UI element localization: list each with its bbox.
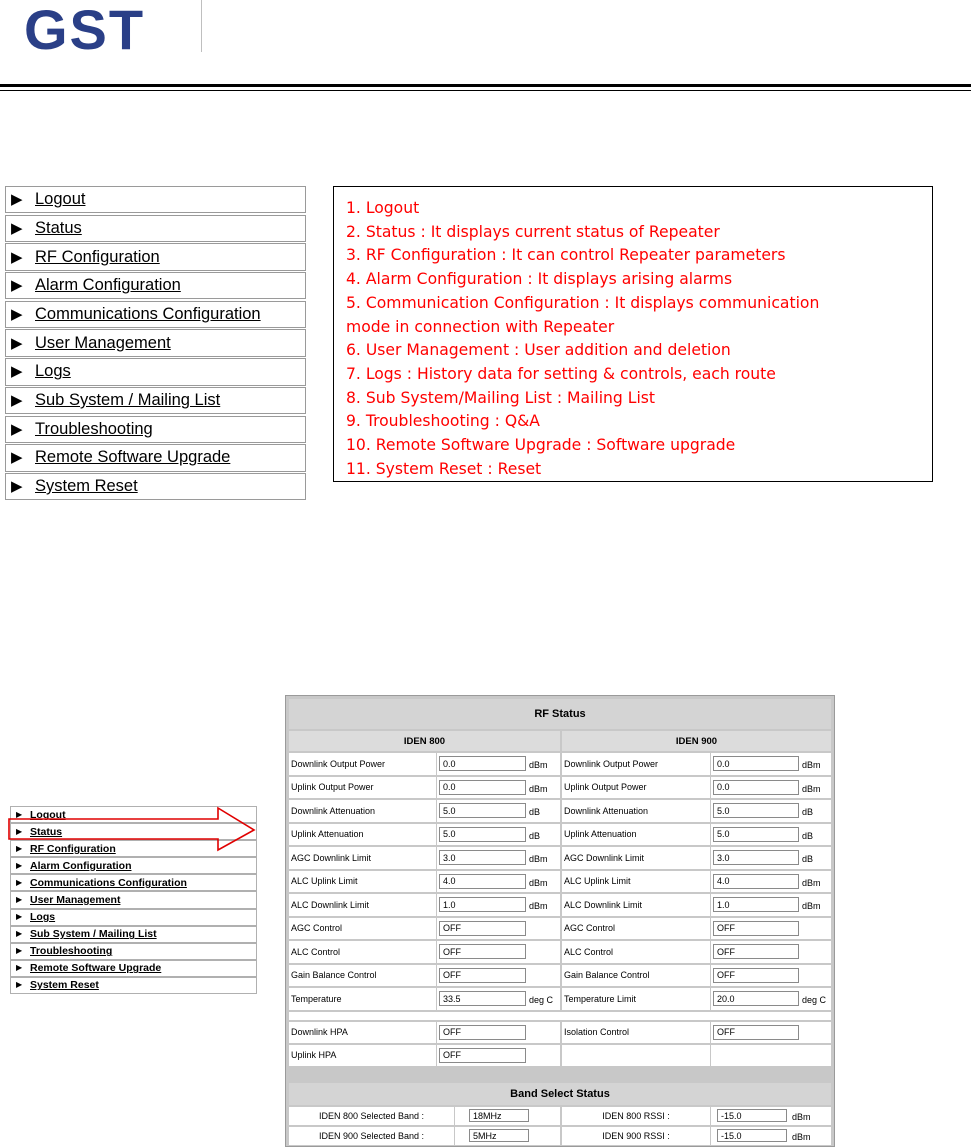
param-unit-left: dBm (529, 854, 548, 864)
param-value-input-right[interactable]: 4.0 (713, 874, 799, 889)
param-name-left: Gain Balance Control (289, 965, 436, 987)
description-line: 11. System Reset : Reset (346, 459, 542, 478)
small-menu-item-label[interactable]: Troubleshooting (30, 945, 113, 958)
hpa-value-cell-right (711, 1045, 831, 1066)
small-menu-item-label[interactable]: Communications Configuration (30, 876, 187, 889)
param-name-right: ALC Control (562, 941, 710, 963)
param-value-input-left[interactable]: 0.0 (439, 756, 526, 771)
param-unit-right: dB (802, 830, 814, 841)
menu-item-label[interactable]: Logs (35, 362, 71, 381)
band-unit-right: dBm (792, 1112, 811, 1122)
menu-item-system-reset[interactable] (5, 473, 306, 500)
param-name-left: AGC Downlink Limit (289, 847, 436, 869)
small-menu-item-communications-configuration[interactable] (10, 874, 257, 891)
small-menu-item-label[interactable]: Status (30, 825, 63, 838)
param-unit-left: dBm (529, 901, 548, 911)
small-menu-item-alarm-configuration[interactable] (10, 857, 257, 874)
param-name-left: AGC Control (289, 918, 436, 940)
header-rule-thin (0, 90, 971, 91)
spacer-row (289, 1012, 831, 1020)
play-arrow-icon (11, 336, 25, 351)
play-arrow-icon (11, 364, 25, 379)
hpa-value-input-left[interactable]: OFF (439, 1025, 526, 1040)
param-value-input-right[interactable]: OFF (713, 921, 799, 936)
play-arrow-icon (16, 981, 24, 989)
param-name-left: ALC Uplink Limit (289, 871, 436, 893)
param-value-input-left[interactable]: OFF (439, 921, 526, 936)
param-unit-right: dBm (802, 783, 821, 794)
band-value-input-right[interactable]: -15.0 (717, 1129, 787, 1142)
description-line: 4. Alarm Configuration : It displays arising alarms (346, 270, 733, 289)
hpa-name-right: Isolation Control (562, 1022, 710, 1043)
hpa-name-left: Downlink HPA (289, 1022, 436, 1043)
menu-item-label[interactable]: Status (35, 218, 82, 237)
param-name-left: Temperature (289, 988, 436, 1010)
menu-item-logs[interactable] (5, 358, 306, 385)
play-arrow-icon (11, 393, 25, 408)
param-value-input-right[interactable]: OFF (713, 944, 799, 959)
logo-divider (201, 0, 202, 52)
param-name-right: Uplink Output Power (562, 777, 710, 799)
small-menu-item-sub-system-mailing-list[interactable] (10, 926, 257, 943)
play-arrow-icon (16, 862, 24, 870)
param-value-input-left[interactable]: OFF (439, 968, 526, 983)
menu-item-sub-system-mailing-list[interactable] (5, 387, 306, 414)
menu-item-label[interactable]: Troubleshooting (35, 419, 153, 438)
small-menu-item-label[interactable]: System Reset (30, 979, 99, 992)
param-name-left: ALC Control (289, 941, 436, 963)
menu-item-label[interactable]: Logout (35, 190, 86, 209)
rf-status-panel (285, 695, 835, 1147)
menu-item-label[interactable]: Communications Configuration (35, 304, 261, 323)
param-name-right: AGC Downlink Limit (562, 847, 710, 869)
param-name-right: Uplink Attenuation (562, 824, 710, 846)
param-name-right: ALC Downlink Limit (562, 894, 710, 916)
menu-item-label[interactable]: RF Configuration (35, 247, 160, 266)
hpa-value-input-right[interactable]: OFF (713, 1025, 799, 1040)
play-arrow-icon (11, 192, 25, 207)
param-unit-right: dBm (802, 877, 821, 888)
small-menu-item-label[interactable]: Remote Software Upgrade (30, 962, 162, 975)
description-line: 8. Sub System/Mailing List : Mailing List (346, 388, 656, 407)
param-value-input-right[interactable]: 0.0 (713, 756, 799, 771)
description-line: mode in connection with Repeater (346, 317, 615, 336)
logo-text: GST (24, 4, 146, 54)
param-name-right: Downlink Output Power (562, 753, 710, 775)
param-value-input-right[interactable]: 20.0 (713, 991, 799, 1006)
param-unit-right: deg C (802, 995, 827, 1005)
band-select-title: Band Select Status (289, 1083, 831, 1105)
play-arrow-icon (11, 450, 25, 465)
small-menu-item-label[interactable]: Logout (30, 808, 66, 821)
gst-logo (22, 4, 198, 54)
small-menu-item-label[interactable]: User Management (30, 894, 121, 907)
description-line: 6. User Management : User addition and deletion (346, 341, 731, 360)
param-unit-left: dBm (529, 783, 548, 794)
param-name-left: Downlink Attenuation (289, 800, 436, 822)
param-value-input-left[interactable]: 5.0 (439, 827, 526, 842)
param-unit-left: dB (529, 807, 541, 817)
small-menu-item-label[interactable]: Sub System / Mailing List (30, 928, 157, 941)
col-header-iden800: IDEN 800 (289, 731, 560, 751)
menu-description-box (333, 186, 933, 482)
play-arrow-icon (16, 896, 24, 904)
play-arrow-icon (11, 422, 25, 437)
rf-status-title: RF Status (289, 699, 831, 729)
param-value-input-right[interactable]: 5.0 (713, 803, 799, 818)
param-name-left: Uplink Attenuation (289, 824, 436, 846)
band-name-right: IDEN 800 RSSI : (562, 1107, 710, 1125)
menu-item-logout[interactable] (5, 186, 306, 213)
param-unit-left: deg C (529, 995, 554, 1005)
band-name-left: IDEN 900 Selected Band : (289, 1127, 454, 1145)
description-line: 7. Logs : History data for setting & controls, each route (346, 364, 776, 383)
menu-item-label[interactable]: System Reset (35, 477, 138, 496)
param-name-right: ALC Uplink Limit (562, 871, 710, 893)
hpa-value-input-left[interactable]: OFF (439, 1048, 526, 1063)
play-arrow-icon (16, 947, 24, 955)
play-arrow-icon (11, 221, 25, 236)
param-unit-right: dBm (802, 760, 821, 770)
param-unit-right: dBm (802, 901, 821, 911)
param-name-right: AGC Control (562, 918, 710, 940)
param-value-input-right[interactable]: 5.0 (713, 827, 799, 842)
menu-item-status[interactable] (5, 215, 306, 242)
play-arrow-icon (11, 278, 25, 293)
param-unit-right: dB (802, 807, 814, 817)
description-line: 5. Communication Configuration : It displays communication (346, 293, 820, 312)
param-value-input-right[interactable]: 1.0 (713, 897, 799, 912)
param-name-left: Downlink Output Power (289, 753, 436, 775)
description-line: 10. Remote Software Upgrade : Software upgrade (346, 436, 736, 455)
param-value-input-left[interactable]: OFF (439, 944, 526, 959)
param-unit-left: dB (529, 830, 541, 841)
menu-item-label[interactable]: Sub System / Mailing List (35, 391, 221, 409)
param-value-input-right[interactable]: 0.0 (713, 780, 799, 795)
hpa-name-left: Uplink HPA (289, 1045, 436, 1066)
param-value-input-left[interactable]: 33.5 (439, 991, 526, 1006)
description-line: 2. Status : It displays current status of Repeater (346, 222, 720, 241)
menu-item-label[interactable]: User Management (35, 333, 171, 352)
small-menu-item-troubleshooting[interactable] (10, 943, 257, 960)
small-menu-item-label[interactable]: Alarm Configuration (30, 859, 132, 872)
hpa-name-right (562, 1045, 710, 1066)
band-value-input-right[interactable]: -15.0 (717, 1109, 787, 1122)
param-unit-right: dB (802, 854, 814, 864)
param-unit-left: dBm (529, 760, 548, 770)
small-menu-item-user-management[interactable] (10, 891, 257, 908)
param-value-input-left[interactable]: 3.0 (439, 850, 526, 865)
menu-item-remote-software-upgrade[interactable] (5, 444, 306, 471)
band-value-input-left[interactable]: 5MHz (469, 1129, 529, 1142)
menu-item-alarm-configuration[interactable] (5, 272, 306, 299)
param-value-input-left[interactable]: 4.0 (439, 874, 526, 889)
band-unit-right: dBm (792, 1132, 811, 1142)
callout-arrow (8, 806, 264, 856)
band-name-left: IDEN 800 Selected Band : (289, 1107, 454, 1125)
param-name-right: Gain Balance Control (562, 965, 710, 987)
menu-item-communications-configuration[interactable] (5, 301, 306, 328)
param-name-right: Temperature Limit (562, 988, 710, 1010)
play-arrow-icon (16, 964, 24, 972)
header-rule-thick (0, 84, 971, 87)
main-menu (5, 186, 306, 502)
param-value-input-left[interactable]: 0.0 (439, 780, 526, 795)
param-unit-left: dBm (529, 877, 548, 888)
param-name-left: ALC Downlink Limit (289, 894, 436, 916)
menu-item-label[interactable]: Alarm Configuration (35, 276, 181, 295)
play-arrow-icon (16, 913, 24, 921)
param-name-right: Downlink Attenuation (562, 800, 710, 822)
description-line: 1. Logout (346, 199, 420, 217)
small-menu-item-remote-software-upgrade[interactable] (10, 960, 257, 977)
description-line: 9. Troubleshooting : Q&A (346, 412, 540, 431)
band-name-right: IDEN 900 RSSI : (562, 1127, 710, 1145)
description-line: 3. RF Configuration : It can control Repeater parameters (346, 246, 786, 265)
col-header-iden900: IDEN 900 (562, 731, 831, 751)
param-name-left: Uplink Output Power (289, 777, 436, 799)
small-menu-item-logs[interactable] (10, 909, 257, 926)
play-arrow-icon (11, 250, 25, 265)
param-value-input-right[interactable]: OFF (713, 968, 799, 983)
small-menu-item-label[interactable]: Logs (30, 911, 56, 924)
param-value-input-right[interactable]: 3.0 (713, 850, 799, 865)
menu-item-user-management[interactable] (5, 329, 306, 356)
play-arrow-icon (16, 930, 24, 938)
small-menu-item-system-reset[interactable] (10, 977, 257, 994)
play-arrow-icon (11, 479, 25, 494)
play-arrow-icon (11, 307, 25, 322)
menu-item-rf-configuration[interactable] (5, 243, 306, 270)
play-arrow-icon (16, 879, 24, 887)
small-menu-item-label[interactable]: RF Configuration (30, 842, 116, 855)
band-value-input-left[interactable]: 18MHz (469, 1109, 529, 1122)
menu-item-label[interactable]: Remote Software Upgrade (35, 448, 231, 467)
menu-item-troubleshooting[interactable] (5, 416, 306, 443)
param-value-input-left[interactable]: 5.0 (439, 803, 526, 818)
param-value-input-left[interactable]: 1.0 (439, 897, 526, 912)
